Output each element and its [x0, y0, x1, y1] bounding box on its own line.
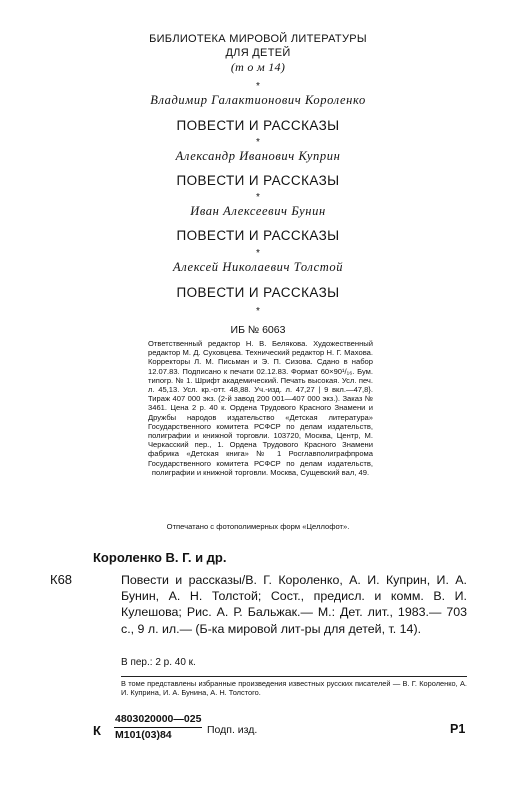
subscription-label: Подп. изд. [207, 724, 258, 736]
series-line-2: ДЛЯ ДЕТЕЙ [225, 47, 291, 59]
author-kuprin: Александр Иванович Куприн [175, 149, 341, 163]
printed-from-note: Отпечатано с фотополимерных форм «Целлофот». [166, 522, 350, 531]
index-numerator: 4803020000—025 [114, 712, 202, 728]
title-korolenko: ПОВЕСТИ И РАССКАЗЫ [176, 118, 340, 133]
series-volume: (т о м 14) [230, 60, 286, 74]
series-heading [0, 32, 516, 74]
ib-number: ИБ № 6063 [230, 324, 286, 336]
title-tolstoy: ПОВЕСТИ И РАССКАЗЫ [176, 285, 340, 300]
separator-star: * [256, 192, 260, 203]
separator-star: * [256, 137, 260, 148]
index-fraction [114, 712, 202, 743]
series-line-1: БИБЛИОТЕКА МИРОВОЙ ЛИТЕРАТУРЫ [149, 33, 367, 45]
imprint-block: Ответственный редактор Н. В. Белякова. Художественный редактор М. Д. Суховцева. Технический редактор Н. Г. Махова. Корректоры Л. М. Письман и Э. П. Сизова. Сдано в набор 12.07.83. Подписано к печати 02.12.83. Формат 60×90¹/₁₆. Бум. типогр. № 1. Шрифт академический. Печать высокая. Усл. печ. л. 45,13. Усл. кр.-отт. 48,88. Уч.-изд. л. 47,27 | 9 вкл.—47,8}. Тираж 407 000 экз. (2-й завод 200 001—407 000 экз.). Заказ № 3461. Цена 2 р. 40 к. Ордена Трудового Красного Знамени и Дружбы народов издательство «Детская литература» Государственного комитета РСФСР по делам издательств, полиграфии и книжной торговли. 103720, Москва, Центр, М. Черкасский пер., 1. Ордена Трудового Красного Знамени фабрика «Детская книга» № 1 Росглавполиграфпрома Государственного комитета РСФСР по делам издательств, полиграфии и книжной торговли. Москва, Сущевский вал, 49. [148, 339, 373, 477]
annotation-note: В томе представлены избранные произведения известных русских писателей — В. Г. Короленко, А. И. Куприна, И. А. Бунина, А. Н. Толстого. [121, 679, 467, 697]
index-denominator: М101(03)84 [115, 729, 172, 741]
separator-star: * [256, 306, 260, 317]
separator-star: * [256, 248, 260, 259]
index-letter: К [93, 723, 101, 738]
author-bunin: Иван Алексеевич Бунин [190, 204, 326, 218]
divider-line [121, 676, 467, 677]
separator-star: * [256, 81, 260, 92]
catalog-card-author: Короленко В. Г. и др. [93, 550, 227, 565]
author-tolstoy: Алексей Николаевич Толстой [172, 260, 344, 274]
author-korolenko: Владимир Галактионович Короленко [150, 93, 366, 107]
catalog-card-code: К68 [50, 572, 73, 587]
title-bunin: ПОВЕСТИ И РАССКАЗЫ [176, 228, 340, 243]
title-kuprin: ПОВЕСТИ И РАССКАЗЫ [176, 173, 340, 188]
classification-code: Р1 [450, 722, 466, 736]
price-line: В пер.: 2 р. 40 к. [121, 657, 196, 668]
catalog-card-description: Повести и рассказы/В. Г. Короленко, А. И. Куприн, И. А. Бунин, А. Н. Толстой; Сост., предисл. и комм. В. И. Кулешова; Рис. А. Р. Бальжак.— М.: Дет. лит., 1983.— 703 с., 9 л. ил.— (Б-ка мировой лит-ры для детей, т. 14). [121, 573, 467, 636]
